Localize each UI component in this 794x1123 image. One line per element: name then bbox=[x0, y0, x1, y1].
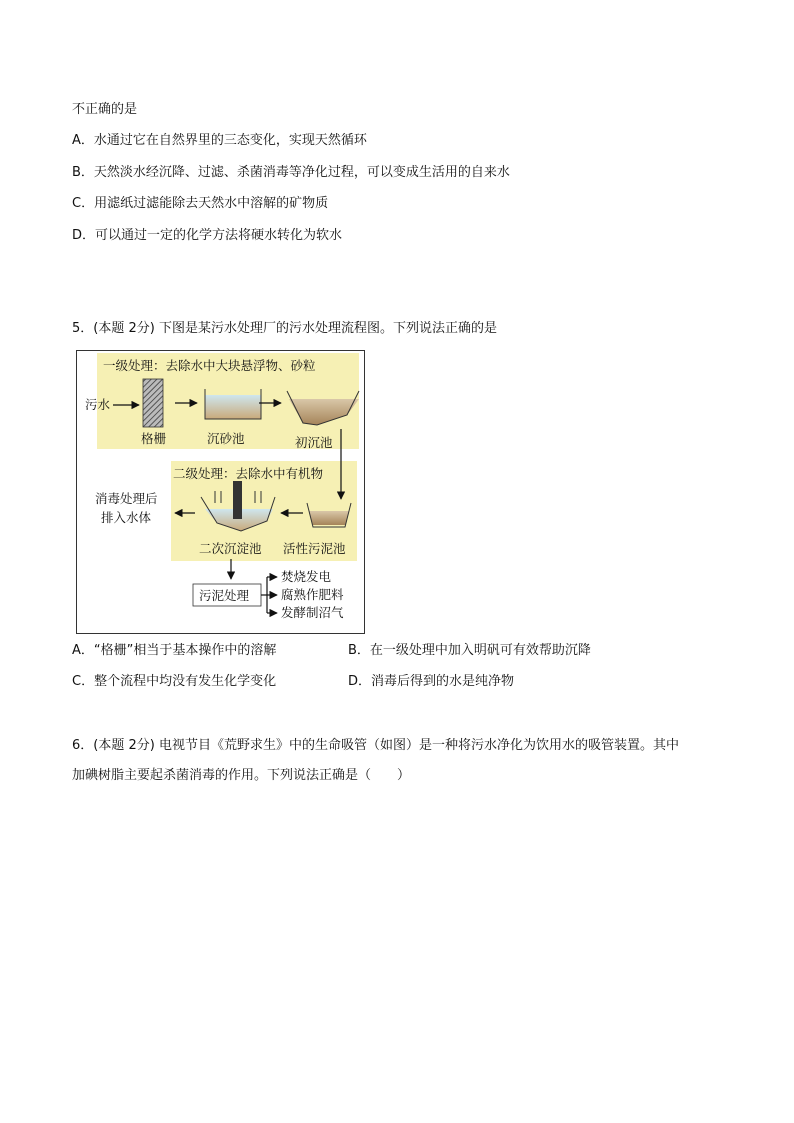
q5-option-d[interactable]: D．消毒后得到的水是纯净物 bbox=[348, 674, 515, 689]
sludge-use-2: 腐熟作肥料 bbox=[281, 587, 344, 602]
primary-tank-label: 初沉池 bbox=[295, 435, 333, 450]
flowchart-svg bbox=[77, 351, 364, 633]
input-label: 污水 bbox=[85, 397, 111, 412]
secondary-tank-label: 二次沉淀池 bbox=[199, 541, 262, 556]
q4-stem-end: 不正确的是 bbox=[72, 102, 138, 117]
stage1-title: 一级处理：去除水中大块悬浮物、砂粒 bbox=[103, 358, 316, 373]
output-line1: 消毒处理后 bbox=[95, 491, 158, 506]
sludge-use-1: 焚烧发电 bbox=[281, 569, 332, 584]
q5-option-c[interactable]: C．整个流程中均没有发生化学变化 bbox=[72, 674, 277, 689]
q6-stem-line1: 6．(本题 2分) 电视节目《荒野求生》中的生命吸管（如图）是一种将污水净化为饮用水的吸管装置。其中 bbox=[72, 738, 679, 753]
grid-icon bbox=[143, 379, 163, 427]
sludge-label: 污泥处理 bbox=[199, 588, 250, 603]
q4-option-d[interactable]: D．可以通过一定的化学方法将硬水转化为软水 bbox=[72, 228, 343, 243]
q5-option-a[interactable]: A．“格栅”相当于基本操作中的溶解 bbox=[72, 643, 277, 658]
activated-tank-label: 活性污泥池 bbox=[283, 541, 346, 556]
q5-stem: 5．(本题 2分) 下图是某污水处理厂的污水处理流程图。下列说法正确的是 bbox=[72, 321, 497, 336]
q4-option-a[interactable]: A．水通过它在自然界里的三态变化，实现天然循环 bbox=[72, 133, 367, 148]
output-line2: 排入水体 bbox=[101, 510, 152, 525]
q5-option-b[interactable]: B．在一级处理中加入明矾可有效帮助沉降 bbox=[348, 643, 591, 658]
sand-tank-label: 沉砂池 bbox=[207, 431, 245, 446]
stage2-title: 二级处理：去除水中有机物 bbox=[173, 466, 324, 481]
q4-option-b[interactable]: B．天然淡水经沉降、过滤、杀菌消毒等净化过程，可以变成生活用的自来水 bbox=[72, 165, 510, 180]
q6-stem-line2: 加碘树脂主要起杀菌消毒的作用。下列说法正确是（ ） bbox=[72, 768, 411, 783]
sewage-treatment-flowchart bbox=[76, 350, 365, 634]
sludge-use-3: 发酵制沼气 bbox=[281, 605, 344, 620]
q4-option-c[interactable]: C．用滤纸过滤能除去天然水中溶解的矿物质 bbox=[72, 196, 329, 211]
grid-label: 格栅 bbox=[141, 431, 167, 446]
